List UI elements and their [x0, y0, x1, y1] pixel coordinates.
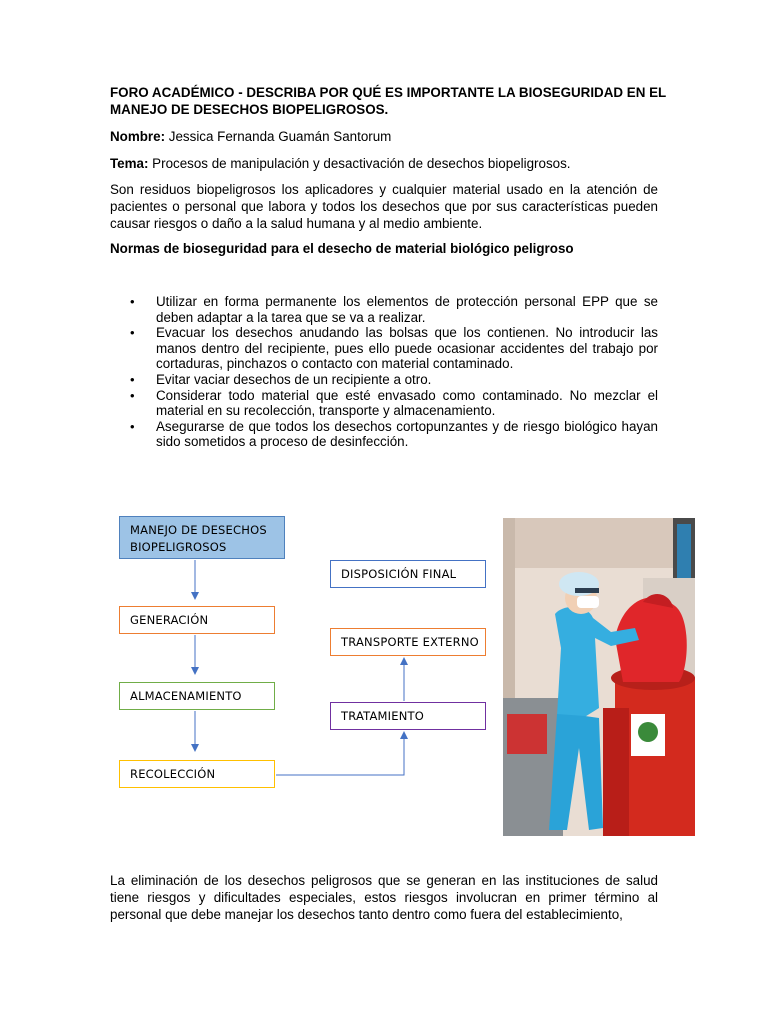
bullet-icon: •: [130, 325, 135, 341]
bullet-icon: •: [130, 418, 135, 434]
section-heading: Normas de bioseguridad para el desecho de material biológico peligroso: [110, 241, 574, 256]
health-worker-photo: [503, 518, 695, 836]
diagram-box-tratamiento: TRATAMIENTO: [330, 702, 486, 730]
list-item: • Evacuar los desechos anudando las bolsas que los contienen. No introducir las manos dentro del recipiente, pues ello puede ocasionar accidentes del trabajo por cortaduras, pinchazos o contacto con material contaminado.: [130, 325, 658, 372]
diagram-main-line1: MANEJO DE DESECHOS: [130, 523, 267, 537]
intro-paragraph: Son residuos biopeligrosos los aplicadores y cualquier material usado en la atención de pacientes o personal que labora y todos los desechos que por sus características pueden causar riesgos o daño a la salud humana y al medio ambiente.: [110, 182, 658, 231]
diagram-box-transporte-externo: TRANSPORTE EXTERNO: [330, 628, 486, 656]
bullet-icon: •: [130, 371, 135, 387]
name-label: Nombre:: [110, 129, 166, 144]
diagram-box-almacenamiento: ALMACENAMIENTO: [119, 682, 275, 710]
closing-paragraph: La eliminación de los desechos peligrosos que se generan en las instituciones de salud tiene riesgos y dificultades especiales, estos riesgos involucran en primer término al personal que debe manejar los desechos tanto dentro como fuera del establecimiento,: [110, 873, 658, 922]
diagram-box-manejo: [119, 516, 285, 559]
bullet-icon: •: [130, 387, 135, 403]
topic-line: [110, 155, 660, 172]
diagram-box-recoleccion: RECOLECCIÓN: [119, 760, 275, 788]
author-line: [110, 128, 660, 145]
diagram-box-generacion: GENERACIÓN: [119, 606, 275, 634]
diagram-main-line2: BIOPELIGROSOS: [130, 540, 227, 554]
diagram-box-disposicion-final: DISPOSICIÓN FINAL: [330, 560, 486, 588]
list-item: • Asegurarse de que todos los desechos cortopunzantes y de riesgo biológico hayan sido sometidos a proceso de desinfección.: [130, 418, 658, 450]
document-title: FORO ACADÉMICO - DESCRIBA POR QUÉ ES IMPORTANTE LA BIOSEGURIDAD EN EL MANEJO DE DESECHOS BIOPELIGROSOS.: [110, 85, 666, 117]
bullet-list: [110, 294, 658, 450]
list-item: • Utilizar en forma permanente los elementos de protección personal EPP que se deben adaptar a la tarea que se va a realizar.: [130, 294, 658, 325]
list-item: • Considerar todo material que esté envasado como contaminado. No mezclar el material en su recolección, transporte y almacenamiento.: [130, 387, 658, 419]
topic-value: Procesos de manipulación y desactivación de desechos biopeligrosos.: [148, 156, 571, 171]
list-item: • Evitar vaciar desechos de un recipiente a otro.: [130, 371, 432, 387]
bullet-icon: •: [130, 294, 135, 309]
topic-label: Tema:: [110, 156, 149, 171]
name-value: Jessica Fernanda Guamán Santorum: [165, 129, 392, 144]
connector-recoleccion-to-tratamiento: [276, 735, 404, 775]
